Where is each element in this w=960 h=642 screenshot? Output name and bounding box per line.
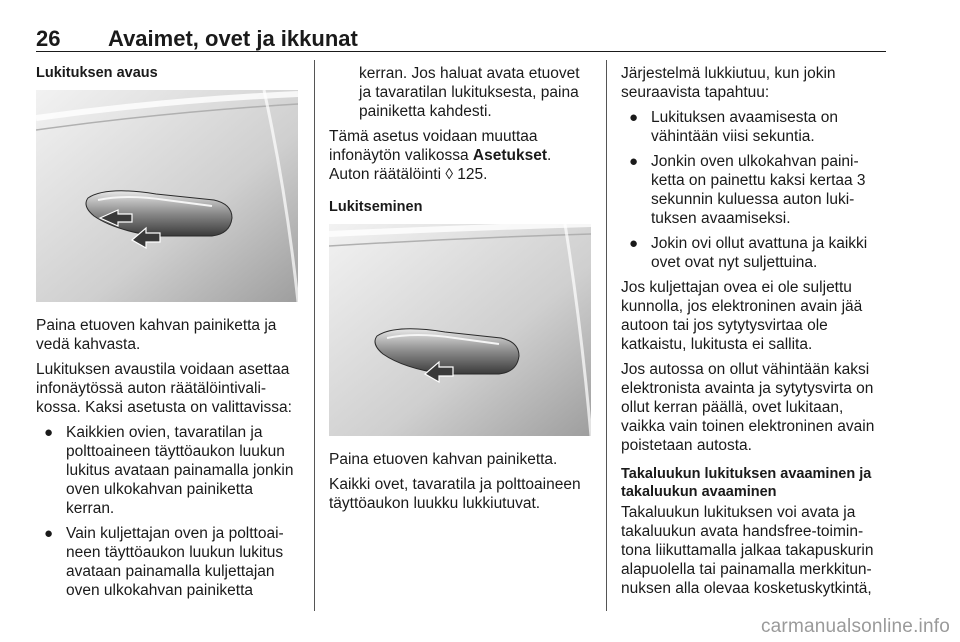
list-item: ● Jokin ovi ollut avattuna ja kaikki ovet ovat nyt suljettuina. <box>629 235 868 271</box>
page-number: 26 <box>36 26 61 51</box>
paragraph: Takaluukun lukituksen voi avata ja takaluukun avata handsfree-toimin-tona liikuttamalla jalkaa takapuskurin alapuolella tai painamalla merkkitun-nuksen alla olevaa kosketuskytkintä, <box>621 504 874 597</box>
column-3 <box>621 64 889 604</box>
bullet-list <box>621 108 889 272</box>
paragraph: Lukituksen avaustila voidaan asettaa infonäytössä auton räätälöintivali-kossa. Kaksi asetusta on valittavissa: <box>36 361 292 416</box>
paragraph: Kaikki ovet, tavaratila ja polttoaineen täyttöaukon luukku lukkiutuvat. <box>329 476 581 512</box>
list-item-continuation: kerran. Jos haluat avata etuovet ja tavaratilan lukituksesta, paina painiketta kahdesti. <box>359 65 580 120</box>
column-divider <box>606 60 607 611</box>
header-rule <box>36 51 886 52</box>
section-heading-tailgate: Takaluukun lukituksen avaaminen ja takaluukun avaaminen <box>621 466 872 500</box>
paragraph: Paina etuoven kahvan painiketta. <box>329 451 558 468</box>
menu-name-settings: Asetukset <box>472 147 547 164</box>
list-item: ● Jonkin oven ulkokahvan paini-ketta on painettu kaksi kertaa 3 sekunnin kuluessa auton luki-tuksen avaamiseksi. <box>629 153 866 227</box>
bullet-icon: ● <box>44 525 54 542</box>
bullet-icon: ● <box>629 109 639 126</box>
bullet-icon: ● <box>629 235 639 252</box>
bullet-icon: ● <box>44 424 54 441</box>
column-1 <box>36 64 298 606</box>
paragraph: Tämä asetus voidaan muuttaa infonäytön valikossa Asetukset. Auton räätälöinti ◊ 125. <box>329 128 552 183</box>
page-header <box>36 22 884 52</box>
paragraph: Jos autossa on ollut vähintään kaksi elektronista avainta ja sytytysvirta on ollut kerran päällä, ovet lukitaan, vaikka vain toinen elektroninen avain poistetaan autosta. <box>621 361 875 454</box>
paragraph: Järjestelmä lukkiutuu, kun jokin seuraavista tapahtuu: <box>621 65 836 101</box>
list-item: ● Lukituksen avaamisesta on vähintään viisi sekuntia. <box>629 109 838 145</box>
section-heading-unlocking: Lukituksen avaus <box>36 65 158 81</box>
watermark: carmanualsonline.info <box>760 616 950 637</box>
bullet-icon: ● <box>629 153 639 170</box>
list-item: ● Vain kuljettajan oven ja polttoai-neen täyttöaukon luukun lukitus avataan painamalla kuljettajan oven ulkokahvan painiketta <box>44 525 284 599</box>
page-title: Avaimet, ovet ja ikkunat <box>108 26 358 51</box>
column-divider <box>314 60 315 611</box>
column-2 <box>329 64 591 519</box>
bullet-list <box>36 423 298 600</box>
list-item: ● Kaikkien ovien, tavaratilan ja polttoaineen täyttöaukon luukun lukitus avataan painamalla jonkin oven ulkokahvan painiketta kerran. <box>44 424 294 517</box>
door-handle-press-illustration-icon <box>329 224 591 436</box>
door-handle-pull-illustration-icon <box>36 90 298 302</box>
paragraph: Paina etuoven kahvan painiketta ja vedä kahvasta. <box>36 317 277 353</box>
cross-reference: Auton räätälöinti ◊ 125. <box>329 166 488 183</box>
paragraph: Jos kuljettajan ovea ei ole suljettu kunnolla, jos elektroninen avain jää autoon tai jos sytytysvirtaa ole katkaistu, lukitusta ei sallita. <box>621 279 863 353</box>
section-heading-locking: Lukitseminen <box>329 199 423 215</box>
